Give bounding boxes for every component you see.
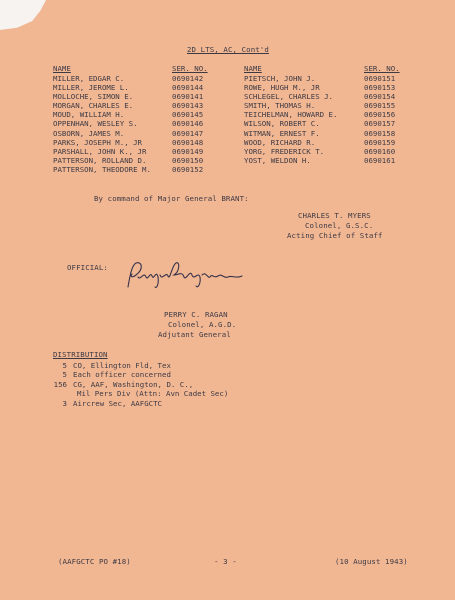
serial-number: 0690144 bbox=[172, 83, 204, 93]
officer-name: YOST, WELDON H. bbox=[244, 155, 311, 165]
distribution-item bbox=[53, 380, 313, 389]
distribution-item bbox=[53, 389, 313, 398]
left-ser-header: SER. NO. bbox=[172, 64, 208, 73]
roster-row bbox=[53, 110, 233, 119]
distribution-count: 3 bbox=[62, 398, 67, 408]
distribution-text: CG, AAF, Washington, D. C., bbox=[73, 379, 194, 389]
distribution-item bbox=[53, 370, 313, 379]
distribution-count: 5 bbox=[62, 370, 67, 380]
officer-name: PARKS, JOSEPH M., JR bbox=[53, 137, 142, 147]
serial-number: 0690152 bbox=[172, 164, 204, 174]
officer-name: PARSHALL, JOHN K., JR bbox=[53, 146, 147, 156]
distribution-count: 5 bbox=[62, 361, 67, 370]
distribution-list bbox=[53, 361, 313, 408]
roster-row bbox=[53, 147, 233, 156]
distribution-heading: DISTRIBUTION bbox=[53, 350, 108, 359]
handwritten-signature bbox=[122, 257, 262, 297]
roster-row bbox=[244, 74, 424, 83]
roster-row bbox=[53, 138, 233, 147]
serial-number: 0690154 bbox=[364, 92, 396, 102]
officer-name: YORG, FREDERICK T. bbox=[244, 146, 325, 156]
officer-name: WITMAN, ERNEST F. bbox=[244, 128, 320, 138]
distribution-item bbox=[53, 399, 313, 408]
serial-number: 0690153 bbox=[364, 83, 396, 93]
officer-name: PIETSCH, JOHN J. bbox=[244, 74, 316, 83]
roster-row bbox=[53, 156, 233, 165]
distribution-item bbox=[53, 361, 313, 370]
serial-number: 0690151 bbox=[364, 74, 396, 83]
distribution-text: Aircrew Sec, AAFGCTC bbox=[73, 398, 162, 408]
adjutant-name: PERRY C. RAGAN bbox=[164, 310, 228, 319]
officer-name: TEICHELMAN, HOWARD E. bbox=[244, 110, 338, 120]
serial-number: 0690146 bbox=[172, 119, 204, 129]
roster-row bbox=[53, 129, 233, 138]
distribution-text: CO, Ellington Fld, Tex bbox=[73, 361, 171, 370]
left-name-header: NAME bbox=[53, 64, 71, 73]
serial-number: 0690161 bbox=[364, 155, 396, 165]
serial-number: 0690160 bbox=[364, 146, 396, 156]
roster-row bbox=[244, 156, 424, 165]
officer-name: SCHLEGEL, CHARLES J. bbox=[244, 92, 333, 102]
officer-name: SMITH, THOMAS H. bbox=[244, 101, 316, 111]
serial-number: 0690147 bbox=[172, 128, 204, 138]
distribution-count: 156 bbox=[53, 379, 67, 389]
serial-number: 0690142 bbox=[172, 74, 204, 83]
command-line: By command of Major General BRANT: bbox=[94, 194, 249, 203]
footer-page-number: - 3 - bbox=[214, 557, 237, 566]
torn-corner bbox=[0, 0, 46, 30]
roster-row bbox=[244, 92, 424, 101]
serial-number: 0690155 bbox=[364, 101, 396, 111]
roster-left bbox=[53, 74, 233, 174]
right-name-header: NAME bbox=[244, 64, 262, 73]
officer-name: MOUD, WILLIAM H. bbox=[53, 110, 125, 120]
roster-row bbox=[244, 129, 424, 138]
roster-row bbox=[244, 119, 424, 128]
serial-number: 0690150 bbox=[172, 155, 204, 165]
roster-row bbox=[244, 83, 424, 92]
adjutant-rank: Colonel, A.G.D. bbox=[168, 320, 237, 329]
serial-number: 0690159 bbox=[364, 137, 396, 147]
roster-row bbox=[244, 147, 424, 156]
roster-row bbox=[53, 83, 233, 92]
right-ser-header: SER. NO. bbox=[364, 64, 400, 73]
serial-number: 0690141 bbox=[172, 92, 204, 102]
officer-name: MORGAN, CHARLES E. bbox=[53, 101, 134, 111]
serial-number: 0690145 bbox=[172, 110, 204, 120]
officer-name: MILLER, EDGAR C. bbox=[53, 74, 125, 83]
distribution-text: Mil Pers Div (Attn: Avn Cadet Sec) bbox=[77, 389, 229, 399]
roster-row bbox=[244, 110, 424, 119]
officer-name: ROWE, HUGH M., JR bbox=[244, 83, 320, 93]
roster-row bbox=[53, 92, 233, 101]
adjutant-title: Adjutant General bbox=[158, 330, 231, 339]
roster-row bbox=[244, 138, 424, 147]
footer-date: (10 August 1943) bbox=[335, 557, 408, 566]
chief-title: Acting Chief of Staff bbox=[287, 231, 383, 240]
chief-name: CHARLES T. MYERS bbox=[298, 211, 371, 220]
officer-name: OSBORN, JAMES M. bbox=[53, 128, 125, 138]
officer-name: PATTERSON, THEODORE M. bbox=[53, 164, 151, 174]
official-label: OFFICIAL: bbox=[67, 263, 108, 272]
serial-number: 0690157 bbox=[364, 119, 396, 129]
officer-name: PATTERSON, ROLLAND D. bbox=[53, 155, 147, 165]
serial-number: 0690143 bbox=[172, 101, 204, 111]
section-header: 2D LTS, AC, Cont'd bbox=[187, 45, 269, 54]
roster-row bbox=[53, 119, 233, 128]
roster-row bbox=[53, 101, 233, 110]
roster-right bbox=[244, 74, 424, 165]
roster-row bbox=[53, 74, 233, 83]
officer-name: WOOD, RICHARD R. bbox=[244, 137, 316, 147]
serial-number: 0690148 bbox=[172, 137, 204, 147]
serial-number: 0690156 bbox=[364, 110, 396, 120]
officer-name: WILSON, ROBERT C. bbox=[244, 119, 320, 129]
officer-name: OPPENHAN, WESLEY S. bbox=[53, 119, 138, 129]
roster-row bbox=[244, 101, 424, 110]
serial-number: 0690158 bbox=[364, 128, 396, 138]
officer-name: MILLER, JEROME L. bbox=[53, 83, 129, 93]
officer-name: MOLLOCHE, SIMON E. bbox=[53, 92, 134, 102]
chief-rank: Colonel, G.S.C. bbox=[305, 221, 374, 230]
distribution-text: Each officer concerned bbox=[73, 370, 171, 380]
footer-order: (AAFGCTC PO #18) bbox=[58, 557, 131, 566]
serial-number: 0690149 bbox=[172, 146, 204, 156]
roster-row bbox=[53, 165, 233, 174]
